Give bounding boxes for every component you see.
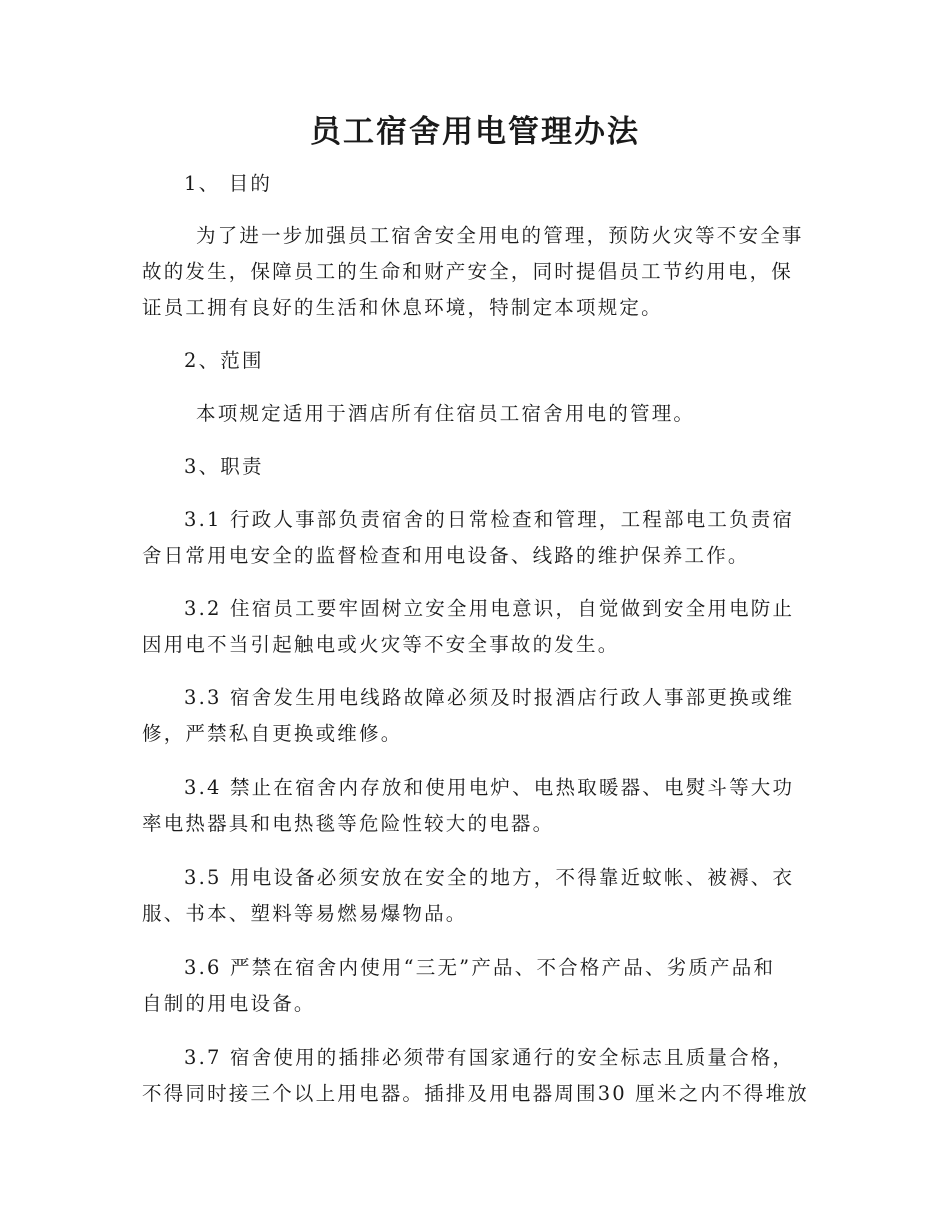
clause-line-1: 3.7 宿舍使用的插排必须带有国家通行的安全标志且质量合格，	[184, 1046, 795, 1069]
section-heading-scope: 2、范围	[184, 349, 264, 372]
clause-3-6	[142, 950, 810, 1022]
paragraph-scope	[142, 396, 810, 432]
paragraph-purpose	[142, 218, 810, 326]
clause-line-1: 3.5 用电设备必须安放在安全的地方，不得靠近蚊帐、被褥、衣	[184, 866, 795, 889]
purpose-line-2: 故的发生，保障员工的生命和财产安全，同时提倡员工节约用电，保	[142, 260, 794, 283]
clause-3-3	[142, 680, 810, 752]
clause-line-2: 自制的用电设备。	[142, 992, 316, 1015]
clause-line-1: 3.1 行政人事部负责宿舍的日常检查和管理，工程部电工负责宿	[184, 508, 795, 531]
clause-line-1: 3.3 宿舍发生用电线路故障必须及时报酒店行政人事部更换或维	[184, 686, 795, 709]
clause-3-2	[142, 591, 810, 663]
clause-line-2: 舍日常用电安全的监督检查和用电设备、线路的维护保养工作。	[142, 544, 750, 567]
clause-line-1: 3.6 严禁在宿舍内使用“三无”产品、不合格产品、劣质产品和	[184, 956, 776, 979]
document-title: 员工宿舍用电管理办法	[310, 114, 640, 150]
section-heading-duty: 3、职责	[184, 455, 264, 478]
clause-3-5	[142, 860, 810, 932]
scope-text: 本项规定适用于酒店所有住宿员工宿舍用电的管理。	[196, 402, 696, 425]
clause-line-2: 因用电不当引起触电或火灾等不安全事故的发生。	[142, 633, 620, 656]
clause-3-4	[142, 770, 810, 842]
clause-line-2: 修，严禁私自更换或维修。	[142, 722, 403, 745]
clause-line-1: 3.4 禁止在宿舍内存放和使用电炉、电热取暖器、电熨斗等大功	[184, 776, 795, 799]
purpose-line-1: 为了进一步加强员工宿舍安全用电的管理，预防火灾等不安全事	[196, 224, 804, 247]
clause-3-7	[142, 1040, 810, 1112]
clause-line-2: 服、书本、塑料等易燃易爆物品。	[142, 902, 468, 925]
clause-line-1: 3.2 住宿员工要牢固树立安全用电意识，自觉做到安全用电防止	[184, 597, 795, 620]
clause-line-2: 不得同时接三个以上用电器。插排及用电器周围30 厘米之内不得堆放	[142, 1082, 809, 1105]
clause-line-2: 率电热器具和电热毯等危险性较大的电器。	[142, 812, 555, 835]
clause-3-1	[142, 502, 810, 574]
section-heading-purpose: 1、 目的	[184, 172, 273, 195]
purpose-line-3: 证员工拥有良好的生活和休息环境，特制定本项规定。	[142, 296, 663, 319]
